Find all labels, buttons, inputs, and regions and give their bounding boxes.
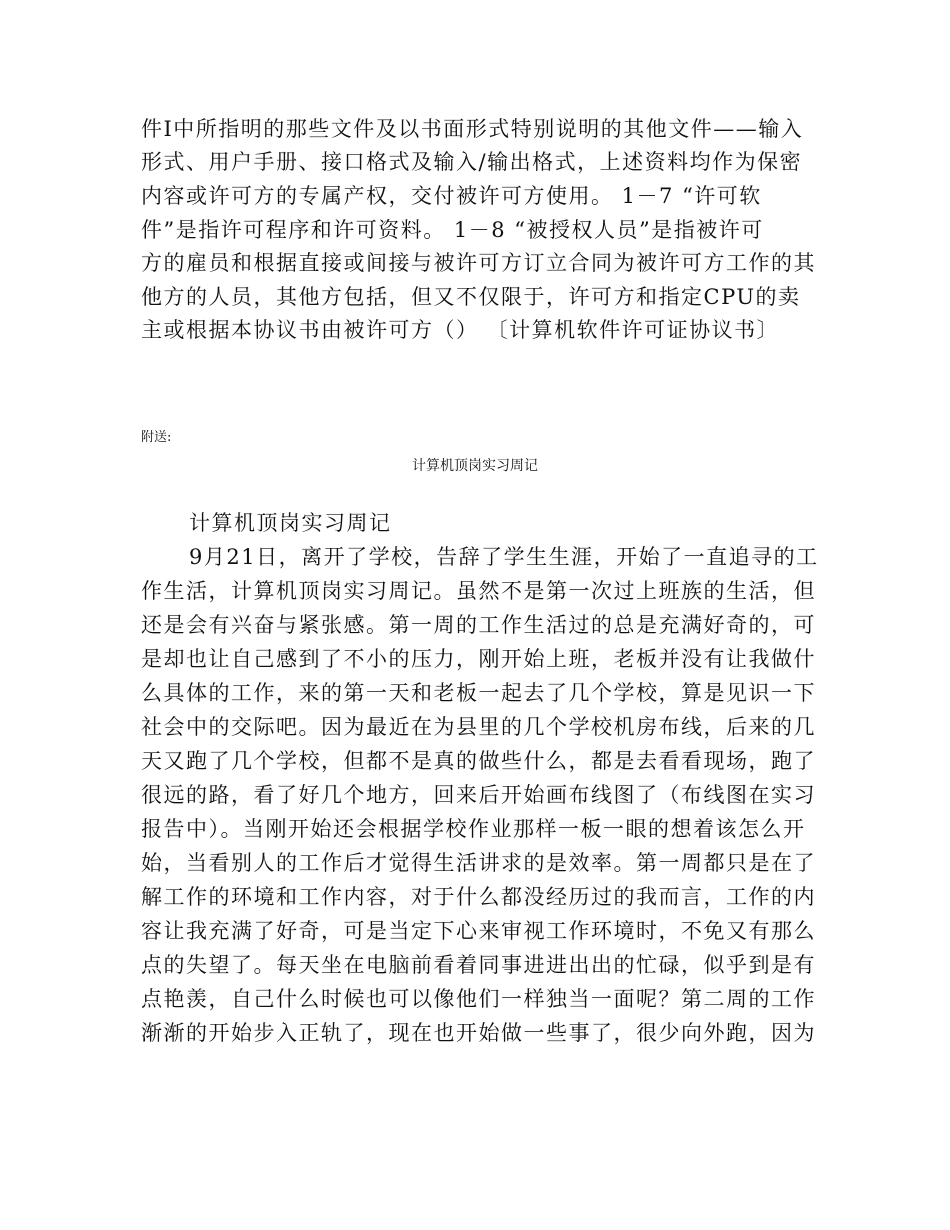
body-line-4: 么具体的工作，来的第一天和老板一起去了几个学校，算是见识一下 [141,681,816,705]
top-text-line-6: 他方的人员，其他方包括，但又不仅限于，许可方和指定CPU的卖 [141,285,801,309]
body-line-10: 解工作的环境和工作内容，对于什么都没经历过的我而言，工作的内 [141,885,816,909]
body-first-line: 9月21日，离开了学校，告辞了学生生涯，开始了一直追寻的工 [189,545,819,569]
body-line-14: 渐渐的开始步入正轨了，现在也开始做一些事了，很少向外跑，因为 [141,1021,816,1045]
top-text-line-1: 件Ⅰ中所指明的那些文件及以书面形式特别说明的其他文件——输入 [141,117,804,141]
body-line-1: 作生活，计算机顶岗实习周记。虽然不是第一次过上班族的生活，但 [141,579,816,603]
center-title: 计算机顶岗实习周记 [412,458,538,474]
top-text-line-2: 形式、用户手册、接口格式及输入/输出格式，上述资料均作为保密 [141,150,803,174]
body-line-5: 社会中的交际吧。因为最近在为县里的几个学校机房布线，后来的几 [141,715,816,739]
body-line-7: 很远的路，看了好几个地方，回来后开始画布线图了（布线图在实习 [141,783,816,807]
top-text-line-7: 主或根据本协议书由被许可方（） 〔计算机软件许可证协议书〕 [141,318,780,342]
body-line-9: 始，当看别人的工作后才觉得生活讲求的是效率。第一周都只是在了 [141,851,816,875]
body-line-2: 还是会有兴奋与紧张感。第一周的工作生活过的总是充满好奇的，可 [141,613,816,637]
body-line-11: 容让我充满了好奇，可是当定下心来审视工作环境时，不免又有那么 [141,919,816,943]
body-line-8: 报告中）。当刚开始还会根据学校作业那样一板一眼的想着该怎么开 [141,817,806,841]
body-line-3: 是却也让自己感到了不小的压力，刚开始上班，老板并没有让我做什 [141,647,816,671]
appendix-label: 附送: [141,430,172,445]
body-line-12: 点的失望了。每天坐在电脑前看着同事进进出出的忙碌，似乎到是有 [141,953,816,977]
top-text-line-5: 方的雇员和根据直接或间接与被许可方订立合同为被许可方工作的其 [141,251,816,275]
top-text-line-3: 内容或许可方的专属产权，交付被许可方使用。 1－7 “许可软 [141,184,762,208]
body-line-13: 点艳羡，自己什么时候也可以像他们一样独当一面呢？第二周的工作 [141,987,816,1011]
body-line-6: 天又跑了几个学校，但都不是真的做些什么，都是去看看现场，跑了 [141,749,816,773]
top-text-line-4: 件”是指许可程序和许可资料。 1－8 “被授权人员”是指被许可 [141,218,764,242]
page-heading: 计算机顶岗实习周记 [189,511,392,535]
